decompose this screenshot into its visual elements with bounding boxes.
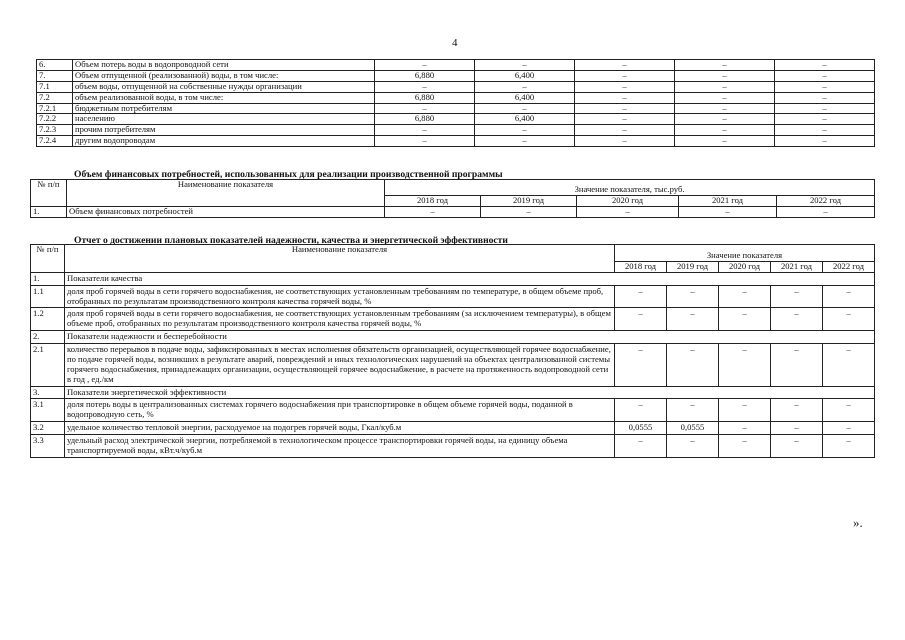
row-value: – bbox=[719, 422, 771, 435]
row-value: – bbox=[667, 435, 719, 458]
row-number: 3. bbox=[31, 386, 65, 399]
row-value: – bbox=[577, 206, 679, 217]
year-header: 2022 год bbox=[823, 261, 875, 272]
col-group-header: Значение показателя bbox=[615, 245, 875, 262]
row-number: 7.2.2 bbox=[37, 114, 73, 125]
year-header: 2019 год bbox=[667, 261, 719, 272]
row-number: 1.1 bbox=[31, 285, 65, 308]
water-volume-table bbox=[36, 59, 875, 147]
row-value: – bbox=[475, 136, 575, 147]
row-number: 3.1 bbox=[31, 399, 65, 422]
row-value: – bbox=[775, 70, 875, 81]
row-value: – bbox=[575, 81, 675, 92]
row-value: 6,400 bbox=[475, 114, 575, 125]
row-value: – bbox=[615, 435, 667, 458]
table-row bbox=[37, 136, 875, 147]
year-header: 2021 год bbox=[771, 261, 823, 272]
row-name: доля проб горячей воды в сети горячего водоснабжения, не соответствующих установленным требованиям по температуре, в общем объеме проб, отобранных по результатам производственного контроля качества горячей воды, % bbox=[65, 285, 615, 308]
row-value: – bbox=[775, 136, 875, 147]
col-num-header: № п/п bbox=[31, 180, 67, 207]
row-value: – bbox=[375, 125, 475, 136]
row-value: – bbox=[679, 206, 777, 217]
section-name: Показатели энергетической эффективности bbox=[65, 386, 875, 399]
year-header: 2018 год bbox=[385, 195, 481, 206]
table-row bbox=[37, 103, 875, 114]
row-value: – bbox=[375, 60, 475, 71]
row-value: – bbox=[575, 103, 675, 114]
row-value: – bbox=[575, 125, 675, 136]
year-header: 2020 год bbox=[577, 195, 679, 206]
row-value: – bbox=[823, 285, 875, 308]
row-value: 6,880 bbox=[375, 70, 475, 81]
row-value: – bbox=[719, 308, 771, 331]
row-value: – bbox=[475, 81, 575, 92]
row-value: – bbox=[385, 206, 481, 217]
row-value: – bbox=[667, 399, 719, 422]
row-value: – bbox=[823, 422, 875, 435]
row-value: – bbox=[771, 435, 823, 458]
row-value: – bbox=[771, 285, 823, 308]
row-value: – bbox=[615, 344, 667, 387]
row-number: 2.1 bbox=[31, 344, 65, 387]
page-number: 4 bbox=[452, 37, 458, 49]
table-row bbox=[31, 435, 875, 458]
row-number: 1.2 bbox=[31, 308, 65, 331]
section-row bbox=[31, 272, 875, 285]
row-value: – bbox=[719, 399, 771, 422]
section-row bbox=[31, 331, 875, 344]
row-value: – bbox=[675, 81, 775, 92]
row-value: – bbox=[823, 435, 875, 458]
row-value: – bbox=[575, 114, 675, 125]
year-header: 2021 год bbox=[679, 195, 777, 206]
row-value: – bbox=[775, 103, 875, 114]
row-value: – bbox=[675, 125, 775, 136]
section-name: Показатели надежности и бесперебойности bbox=[65, 331, 875, 344]
row-value: – bbox=[375, 136, 475, 147]
table-row bbox=[31, 206, 875, 217]
table-row bbox=[37, 60, 875, 71]
row-name: удельный расход электрической энергии, потребляемой в технологическом процессе транспортировки горячей воды, на единицу объема транспортируемой воды, кВт.ч/куб.м bbox=[65, 435, 615, 458]
row-name: доля проб горячей воды в сети горячего водоснабжения, не соответствующих установленным требованиям (за исключением температуры), в общем объеме проб, отобранных по результатам производственного контроля качества горячей воды, % bbox=[65, 308, 615, 331]
year-header: 2018 год bbox=[615, 261, 667, 272]
row-name: Объем финансовых потребностей bbox=[67, 206, 385, 217]
row-value: – bbox=[667, 344, 719, 387]
indicators-table-title: Отчет о достижении плановых показателей надежности, качества и энергетической эффективности bbox=[74, 235, 508, 246]
section-name: Показатели качества bbox=[65, 272, 875, 285]
table-row bbox=[31, 399, 875, 422]
row-number: 7.2.4 bbox=[37, 136, 73, 147]
row-value: – bbox=[675, 60, 775, 71]
row-value: – bbox=[375, 81, 475, 92]
row-name: населению bbox=[73, 114, 375, 125]
table-row bbox=[31, 285, 875, 308]
row-value: 6,400 bbox=[475, 70, 575, 81]
col-group-header: Значение показателя, тыс.руб. bbox=[385, 180, 875, 196]
row-number: 7.2.3 bbox=[37, 125, 73, 136]
row-value: 0,0555 bbox=[615, 422, 667, 435]
row-value: – bbox=[771, 399, 823, 422]
row-value: – bbox=[823, 399, 875, 422]
financial-table-title: Объем финансовых потребностей, использованных для реализации производственной программы bbox=[74, 169, 503, 180]
row-number: 2. bbox=[31, 331, 65, 344]
row-value: – bbox=[675, 70, 775, 81]
row-name: бюджетным потребителям bbox=[73, 103, 375, 114]
row-value: – bbox=[823, 344, 875, 387]
row-value: – bbox=[675, 92, 775, 103]
closing-quote: ». bbox=[853, 515, 863, 530]
table-row bbox=[37, 92, 875, 103]
row-value: – bbox=[575, 136, 675, 147]
table-row bbox=[31, 422, 875, 435]
row-value: – bbox=[375, 103, 475, 114]
row-value: – bbox=[777, 206, 875, 217]
row-value: – bbox=[667, 308, 719, 331]
row-value: – bbox=[675, 136, 775, 147]
row-name: Объем отпущенной (реализованной) воды, в том числе: bbox=[73, 70, 375, 81]
row-name: объем реализованной воды, в том числе: bbox=[73, 92, 375, 103]
row-value: 0,0555 bbox=[667, 422, 719, 435]
row-value: – bbox=[775, 60, 875, 71]
row-value: – bbox=[823, 308, 875, 331]
row-name: объем воды, отпущенной на собственные нужды организации bbox=[73, 81, 375, 92]
table-row bbox=[37, 81, 875, 92]
row-value: – bbox=[719, 435, 771, 458]
row-name: Объем потерь воды в водопроводной сети bbox=[73, 60, 375, 71]
row-value: – bbox=[475, 103, 575, 114]
row-name: количество перерывов в подаче воды, зафиксированных в местах исполнения обязательств организацией, осуществляющей горячее водоснабжение, по подаче горячей воды, возникших в результате аварий, повреждений и иных технологических нарушений на объектах централизованной системы горячего водоснабжения, принадлежащих организации, осуществляющей горячее водоснабжение, в расчете на протяженность водопроводной сети в год , ед./км bbox=[65, 344, 615, 387]
row-value: – bbox=[615, 285, 667, 308]
row-value: – bbox=[615, 308, 667, 331]
row-value: – bbox=[475, 125, 575, 136]
table-row bbox=[31, 308, 875, 331]
indicators-table bbox=[30, 244, 875, 458]
table-row bbox=[37, 114, 875, 125]
row-value: – bbox=[675, 114, 775, 125]
row-value: 6,880 bbox=[375, 92, 475, 103]
table-row bbox=[37, 70, 875, 81]
row-number: 6. bbox=[37, 60, 73, 71]
row-number: 7.1 bbox=[37, 81, 73, 92]
row-value: 6,880 bbox=[375, 114, 475, 125]
row-value: – bbox=[481, 206, 577, 217]
row-value: – bbox=[771, 422, 823, 435]
row-number: 1. bbox=[31, 206, 67, 217]
table-row bbox=[31, 344, 875, 387]
row-value: – bbox=[667, 285, 719, 308]
row-number: 7. bbox=[37, 70, 73, 81]
row-value: – bbox=[575, 60, 675, 71]
row-value: 6,400 bbox=[475, 92, 575, 103]
row-value: – bbox=[775, 81, 875, 92]
row-value: – bbox=[719, 344, 771, 387]
row-value: – bbox=[771, 308, 823, 331]
row-value: – bbox=[675, 103, 775, 114]
col-name-header: Наименование показателя bbox=[65, 245, 615, 273]
row-value: – bbox=[775, 114, 875, 125]
row-name: прочим потребителям bbox=[73, 125, 375, 136]
row-value: – bbox=[775, 92, 875, 103]
row-value: – bbox=[475, 60, 575, 71]
year-header: 2020 год bbox=[719, 261, 771, 272]
year-header: 2022 год bbox=[777, 195, 875, 206]
section-row bbox=[31, 386, 875, 399]
row-value: – bbox=[719, 285, 771, 308]
row-name: удельное количество тепловой энергии, расходуемое на подогрев горячей воды, Гкал/куб.м bbox=[65, 422, 615, 435]
table-row bbox=[37, 125, 875, 136]
row-number: 3.2 bbox=[31, 422, 65, 435]
col-num-header: № п/п bbox=[31, 245, 65, 273]
row-value: – bbox=[575, 70, 675, 81]
col-name-header: Наименование показателя bbox=[67, 180, 385, 207]
row-name: другим водопроводам bbox=[73, 136, 375, 147]
row-value: – bbox=[615, 399, 667, 422]
financial-needs-table bbox=[30, 179, 875, 218]
year-header: 2019 год bbox=[481, 195, 577, 206]
row-number: 7.2 bbox=[37, 92, 73, 103]
row-number: 1. bbox=[31, 272, 65, 285]
row-value: – bbox=[771, 344, 823, 387]
row-value: – bbox=[775, 125, 875, 136]
row-number: 7.2.1 bbox=[37, 103, 73, 114]
row-value: – bbox=[575, 92, 675, 103]
row-name: доля потерь воды в централизованных системах горячего водоснабжения при транспортировке в общем объеме горячей воды, поданной в водопроводную сеть, % bbox=[65, 399, 615, 422]
row-number: 3.3 bbox=[31, 435, 65, 458]
